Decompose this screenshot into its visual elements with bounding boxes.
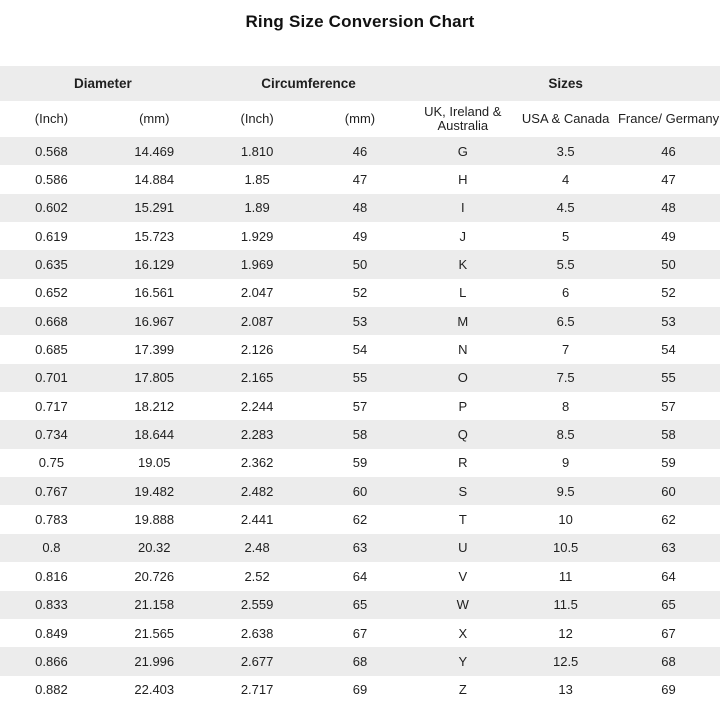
cell: 0.685	[35, 342, 68, 358]
table-row	[0, 477, 720, 505]
page-title: Ring Size Conversion Chart	[245, 12, 475, 31]
cell: 0.701	[35, 370, 68, 386]
table-row	[0, 534, 720, 562]
cell: 63	[352, 540, 368, 556]
cell: 1.89	[244, 200, 270, 216]
cell: 15.291	[134, 200, 175, 216]
table-row	[0, 194, 720, 222]
cell: 4.5	[556, 200, 575, 216]
cell: 7	[562, 342, 570, 358]
cell: 16.967	[134, 313, 175, 329]
cell: 0.8	[42, 540, 61, 556]
cell: 12	[558, 625, 573, 641]
cell: 21.565	[134, 625, 175, 641]
cell: 57	[352, 398, 368, 414]
cell: 7.5	[556, 370, 575, 386]
cell: 2.165	[240, 370, 274, 386]
cell: 0.619	[35, 228, 68, 244]
cell: 62	[352, 512, 368, 528]
cell: 2.677	[240, 653, 274, 669]
cell: X	[458, 625, 468, 641]
table-row	[0, 505, 720, 533]
table-row	[0, 619, 720, 647]
cell: 52	[352, 285, 368, 301]
cell: 0.717	[35, 398, 68, 414]
cell: 0.849	[35, 625, 68, 641]
table-row	[0, 420, 720, 448]
group-header-row	[0, 66, 720, 101]
cell: 0.602	[35, 200, 68, 216]
column-header-uk-ireland-australia: UK, Ireland & Australia	[424, 104, 502, 133]
cell: 18.644	[134, 427, 175, 443]
cell: 9	[562, 455, 570, 471]
table-row	[0, 307, 720, 335]
cell: 11	[558, 568, 573, 584]
cell: 20.726	[134, 568, 175, 584]
cell: 0.734	[35, 427, 68, 443]
cell: 59	[661, 455, 676, 471]
table-row	[0, 562, 720, 590]
cell: P	[458, 398, 468, 414]
cell: 60	[352, 483, 368, 499]
cell: 58	[661, 427, 676, 443]
cell: 2.638	[240, 625, 274, 641]
cell: 22.403	[134, 682, 175, 698]
table-row	[0, 335, 720, 363]
cell: 1.810	[240, 143, 274, 159]
cell: 8	[562, 398, 570, 414]
cell: 69	[352, 682, 368, 698]
cell: 18.212	[134, 398, 175, 414]
table-row	[0, 449, 720, 477]
table-row	[0, 647, 720, 675]
cell: 62	[661, 512, 676, 528]
cell: 1.85	[244, 172, 270, 188]
table-header	[0, 66, 720, 137]
cell: 19.482	[134, 483, 175, 499]
cell: 59	[352, 455, 368, 471]
cell: 6	[562, 285, 570, 301]
cell: 5	[562, 228, 570, 244]
cell: K	[458, 257, 468, 273]
cell: 47	[661, 172, 676, 188]
table-row	[0, 392, 720, 420]
cell: 9.5	[556, 483, 575, 499]
cell: 2.244	[240, 398, 274, 414]
cell: 16.129	[134, 257, 175, 273]
column-header-france-germany: France/ Germany	[617, 111, 720, 126]
cell: 0.586	[35, 172, 68, 188]
cell: 6.5	[556, 313, 575, 329]
table-row	[0, 137, 720, 165]
cell: 19.888	[134, 512, 175, 528]
cell: 0.75	[38, 455, 65, 471]
cell: 8.5	[556, 427, 575, 443]
cell: T	[458, 512, 467, 528]
table-row	[0, 250, 720, 278]
cell: 65	[661, 597, 676, 613]
cell: 53	[661, 313, 676, 329]
cell: 2.559	[240, 597, 274, 613]
cell: 50	[352, 257, 368, 273]
cell: 49	[352, 228, 368, 244]
column-header-diameter-inch: (Inch)	[34, 111, 69, 126]
cell: 0.635	[35, 257, 68, 273]
cell: 2.52	[244, 568, 270, 584]
cell: H	[458, 172, 468, 188]
cell: 54	[661, 342, 676, 358]
cell: 48	[352, 200, 368, 216]
cell: 10.5	[552, 540, 579, 556]
cell: J	[459, 228, 467, 244]
cell: 2.441	[240, 512, 274, 528]
cell: 3.5	[556, 143, 575, 159]
cell: L	[459, 285, 467, 301]
cell: 5.5	[556, 257, 575, 273]
cell: 50	[661, 257, 676, 273]
cell: 46	[661, 143, 676, 159]
cell: 63	[661, 540, 676, 556]
cell: 0.816	[35, 568, 68, 584]
cell: 1.929	[240, 228, 274, 244]
group-header-diameter: Diameter	[73, 76, 132, 91]
table-row	[0, 676, 720, 704]
cell: 60	[661, 483, 676, 499]
cell: 58	[352, 427, 368, 443]
column-header-row	[0, 101, 720, 137]
cell: 67	[661, 625, 676, 641]
cell: 67	[352, 625, 368, 641]
cell: 49	[661, 228, 676, 244]
cell: N	[458, 342, 468, 358]
column-header-circumference-mm: (mm)	[344, 111, 376, 126]
table-row	[0, 364, 720, 392]
cell: 0.652	[35, 285, 68, 301]
cell: 57	[661, 398, 676, 414]
cell: 2.362	[240, 455, 274, 471]
cell: 2.717	[240, 682, 274, 698]
cell: 20.32	[137, 540, 171, 556]
column-header-diameter-mm: (mm)	[139, 111, 170, 126]
column-header-usa-canada: USA & Canada	[521, 111, 610, 126]
cell: 2.126	[240, 342, 274, 358]
ring-size-conversion-table	[0, 66, 720, 704]
cell: 64	[661, 568, 676, 584]
cell: 2.482	[240, 483, 274, 499]
cell: S	[458, 483, 468, 499]
cell: 68	[352, 653, 368, 669]
cell: 68	[661, 653, 676, 669]
cell: I	[460, 200, 465, 216]
cell: M	[457, 313, 469, 329]
cell: 1.969	[240, 257, 274, 273]
cell: Y	[458, 653, 468, 669]
cell: 10	[558, 512, 573, 528]
table-row	[0, 279, 720, 307]
table-row	[0, 165, 720, 193]
cell: 69	[661, 682, 676, 698]
cell: O	[457, 370, 468, 386]
cell: 64	[352, 568, 368, 584]
cell: 0.866	[35, 653, 68, 669]
cell: U	[458, 540, 468, 556]
cell: 2.283	[240, 427, 274, 443]
cell: 4	[562, 172, 570, 188]
cell: 13	[558, 682, 573, 698]
cell: 54	[352, 342, 368, 358]
cell: G	[457, 143, 468, 159]
table-row	[0, 591, 720, 619]
cell: Z	[458, 682, 467, 698]
cell: W	[456, 597, 469, 613]
cell: 17.399	[134, 342, 175, 358]
cell: 48	[661, 200, 676, 216]
cell: 17.805	[134, 370, 175, 386]
cell: 0.767	[35, 483, 68, 499]
cell: 0.882	[35, 682, 68, 698]
cell: 55	[352, 370, 368, 386]
cell: 19.05	[137, 455, 171, 471]
cell: 15.723	[134, 228, 175, 244]
group-header-circumference: Circumference	[261, 76, 356, 91]
cell: 0.668	[35, 313, 68, 329]
table-body	[0, 137, 720, 704]
cell: 12.5	[552, 653, 579, 669]
cell: 46	[352, 143, 368, 159]
cell: 52	[661, 285, 676, 301]
cell: 2.087	[240, 313, 274, 329]
cell: 16.561	[134, 285, 175, 301]
cell: 14.469	[134, 143, 175, 159]
cell: 2.48	[244, 540, 270, 556]
cell: 0.783	[35, 512, 68, 528]
cell: 21.996	[134, 653, 175, 669]
cell: 2.047	[240, 285, 274, 301]
cell: 21.158	[134, 597, 175, 613]
cell: Q	[457, 427, 468, 443]
cell: 11.5	[553, 597, 578, 613]
cell: V	[458, 568, 468, 584]
cell: 53	[352, 313, 368, 329]
cell: 0.833	[35, 597, 68, 613]
group-header-sizes: Sizes	[548, 76, 583, 91]
cell: 47	[352, 172, 368, 188]
column-header-circumference-inch: (Inch)	[240, 111, 274, 126]
cell: R	[458, 455, 468, 471]
table-row	[0, 222, 720, 250]
cell: 55	[661, 370, 676, 386]
cell: 14.884	[134, 172, 175, 188]
cell: 65	[352, 597, 368, 613]
cell: 0.568	[35, 143, 68, 159]
